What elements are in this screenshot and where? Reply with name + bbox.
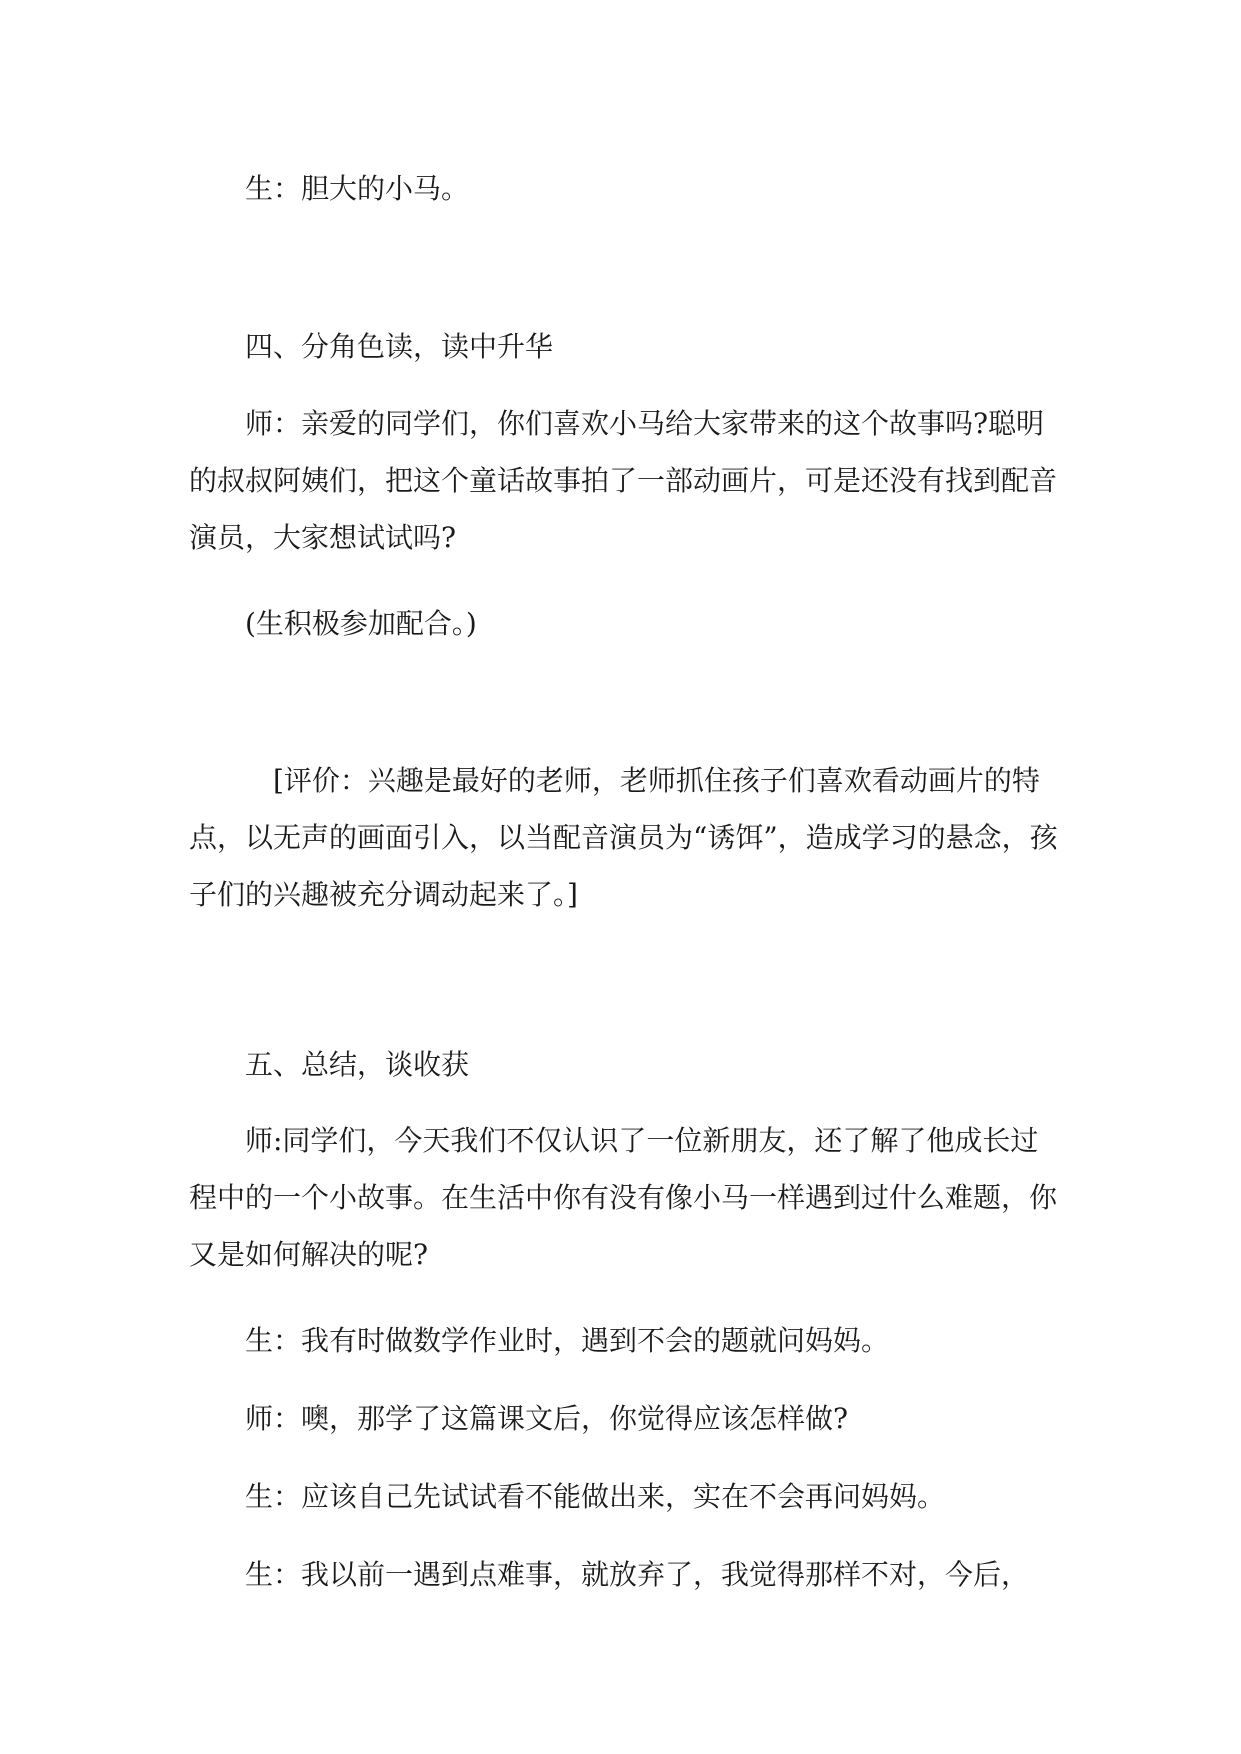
student-participation-note: (生积极参加配合。)	[245, 607, 477, 640]
teacher-line-dubbing: 师：亲爱的同学们，你们喜欢小马给大家带来的这个故事吗?聪明的叔叔阿姨们，把这个童话故事拍了一部动画片，可是还没有找到配音演员，大家想试试吗?	[189, 407, 1058, 554]
teacher-line-summary: 师:同学们，今天我们不仅认识了一位新朋友，还了解了他成长过程中的一个小故事。在生活中你有没有像小马一样遇到过什么难题，你又是如何解决的呢?	[189, 1124, 1058, 1271]
teacher-line-question: 师：噢，那学了这篇课文后，你觉得应该怎样做?	[245, 1402, 849, 1435]
student-line-give-up: 生：我以前一遇到点难事，就放弃了，我觉得那样不对，今后，	[245, 1558, 1030, 1591]
student-line-math-homework: 生：我有时做数学作业时，遇到不会的题就问妈妈。	[245, 1324, 890, 1357]
student-line-brave-pony: 生：胆大的小马。	[245, 172, 470, 205]
section-heading-5: 五、总结，谈收获	[245, 1048, 470, 1081]
evaluation-note: [评价：兴趣是最好的老师，老师抓住孩子们喜欢看动画片的特点，以无声的画面引入，以当配音演员为“诱饵”，造成学习的悬念，孩子们的兴趣被充分调动起来了。]	[189, 764, 1058, 911]
student-line-try-first: 生：应该自己先试试看不能做出来，实在不会再问妈妈。	[245, 1480, 946, 1513]
section-heading-4: 四、分角色读，读中升华	[245, 330, 554, 363]
